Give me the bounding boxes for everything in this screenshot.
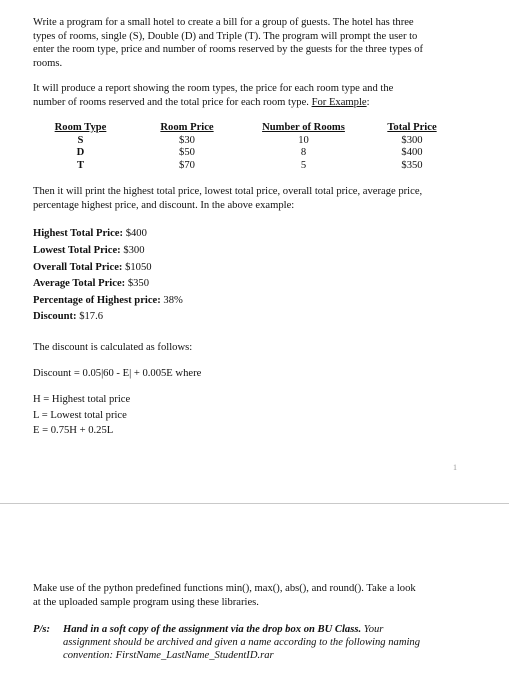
table-row	[33, 147, 463, 160]
stat-value: $17.6	[76, 311, 104, 322]
header-room-price: Room Price	[160, 122, 214, 133]
stat-label: Overall Total Price:	[33, 262, 123, 273]
stat-average-total	[33, 277, 149, 291]
cell-total-price: $300	[401, 134, 423, 146]
report-line-1: It will produce a report showing the room types, the price for each room type and the	[33, 83, 394, 94]
discount-definitions	[33, 392, 473, 439]
page-number: 1	[453, 463, 457, 472]
python-note-line-2: at the uploaded sample program using these libraries.	[33, 596, 259, 608]
ps-line-2: assignment should be archived and given a name according to the following naming	[63, 637, 421, 649]
cell-room-type: T	[76, 159, 85, 171]
stat-label: Percentage of Highest price:	[33, 295, 161, 306]
stat-lowest-total	[33, 244, 145, 258]
discount-intro: The discount is calculated as follows:	[33, 342, 193, 353]
cell-room-price: $30	[179, 134, 195, 146]
table-header-row	[33, 122, 463, 135]
python-note	[33, 582, 473, 609]
stat-value: $1050	[122, 262, 152, 273]
stat-label: Average Total Price:	[33, 278, 126, 289]
cell-room-price: $50	[179, 147, 195, 159]
stat-label: Highest Total Price:	[33, 228, 124, 239]
stat-value: 38%	[160, 295, 183, 306]
for-example-link: For Example	[311, 96, 367, 108]
intro-line-3: enter the room type, price and number of rooms reserved by the guests for the three types of	[33, 44, 424, 56]
cell-total-price: $350	[401, 159, 423, 171]
cell-room-type: D	[76, 147, 85, 159]
report-line-2-colon: :	[366, 96, 370, 108]
header-total-price: Total Price	[387, 122, 437, 133]
ps-line-1	[63, 623, 463, 636]
table-row	[33, 160, 463, 173]
ps-label: P/s:	[33, 624, 51, 635]
stat-discount	[33, 310, 103, 324]
definition-l: L = Lowest total price	[33, 409, 127, 421]
header-number-of-rooms: Number of Rooms	[262, 122, 345, 133]
python-note-line-1: Make use of the python predefined functions min(), max(), abs(), and round(). Take a look	[33, 583, 416, 594]
ps-bold-text: Hand in a soft copy of the assignment via the drop box on BU Class.	[63, 624, 362, 635]
cell-number-of-rooms: 5	[300, 159, 307, 171]
then-paragraph	[33, 185, 473, 212]
discount-formula: Discount = 0.05|60 - E| + 0.005E where	[33, 368, 202, 379]
stat-value: $350	[125, 278, 150, 289]
ps-note	[63, 623, 463, 663]
report-paragraph	[33, 82, 473, 109]
cell-number-of-rooms: 8	[300, 147, 307, 159]
intro-line-1: Write a program for a small hotel to create a bill for a group of guests. The hotel has three	[33, 17, 414, 28]
stat-label: Discount:	[33, 311, 77, 322]
intro-paragraph	[33, 16, 473, 70]
stat-label: Lowest Total Price:	[33, 245, 121, 256]
then-line-1: Then it will print the highest total price, lowest total price, overall total price, average price,	[33, 186, 423, 197]
cell-number-of-rooms: 10	[298, 134, 309, 146]
report-line-2-text: number of rooms reserved and the total price for each room type.	[33, 96, 312, 108]
stat-percentage-highest	[33, 294, 183, 308]
table-row	[33, 135, 463, 148]
ps-line-3: convention: FirstName_LastName_StudentID.rar	[63, 650, 274, 662]
cell-room-type: S	[77, 134, 84, 146]
definition-e: E = 0.75H + 0.25L	[33, 425, 114, 436]
header-room-type: Room Type	[54, 122, 107, 133]
stat-highest-total	[33, 227, 147, 241]
stat-overall-total	[33, 261, 152, 275]
cell-total-price: $400	[401, 147, 423, 159]
ps-line-1-rest: Your	[361, 624, 384, 635]
room-table	[33, 122, 463, 172]
page-divider	[0, 503, 509, 504]
cell-room-price: $70	[179, 159, 195, 171]
then-line-2: percentage highest price, and discount. In the above example:	[33, 199, 295, 211]
intro-line-4: rooms.	[33, 57, 63, 69]
definition-h: H = Highest total price	[33, 394, 131, 405]
stat-value: $300	[120, 245, 145, 256]
report-line-2	[33, 96, 473, 110]
stat-value: $400	[123, 228, 147, 239]
intro-line-2: types of rooms, single (S), Double (D) and Triple (T). The program will prompt the user to	[33, 30, 418, 42]
